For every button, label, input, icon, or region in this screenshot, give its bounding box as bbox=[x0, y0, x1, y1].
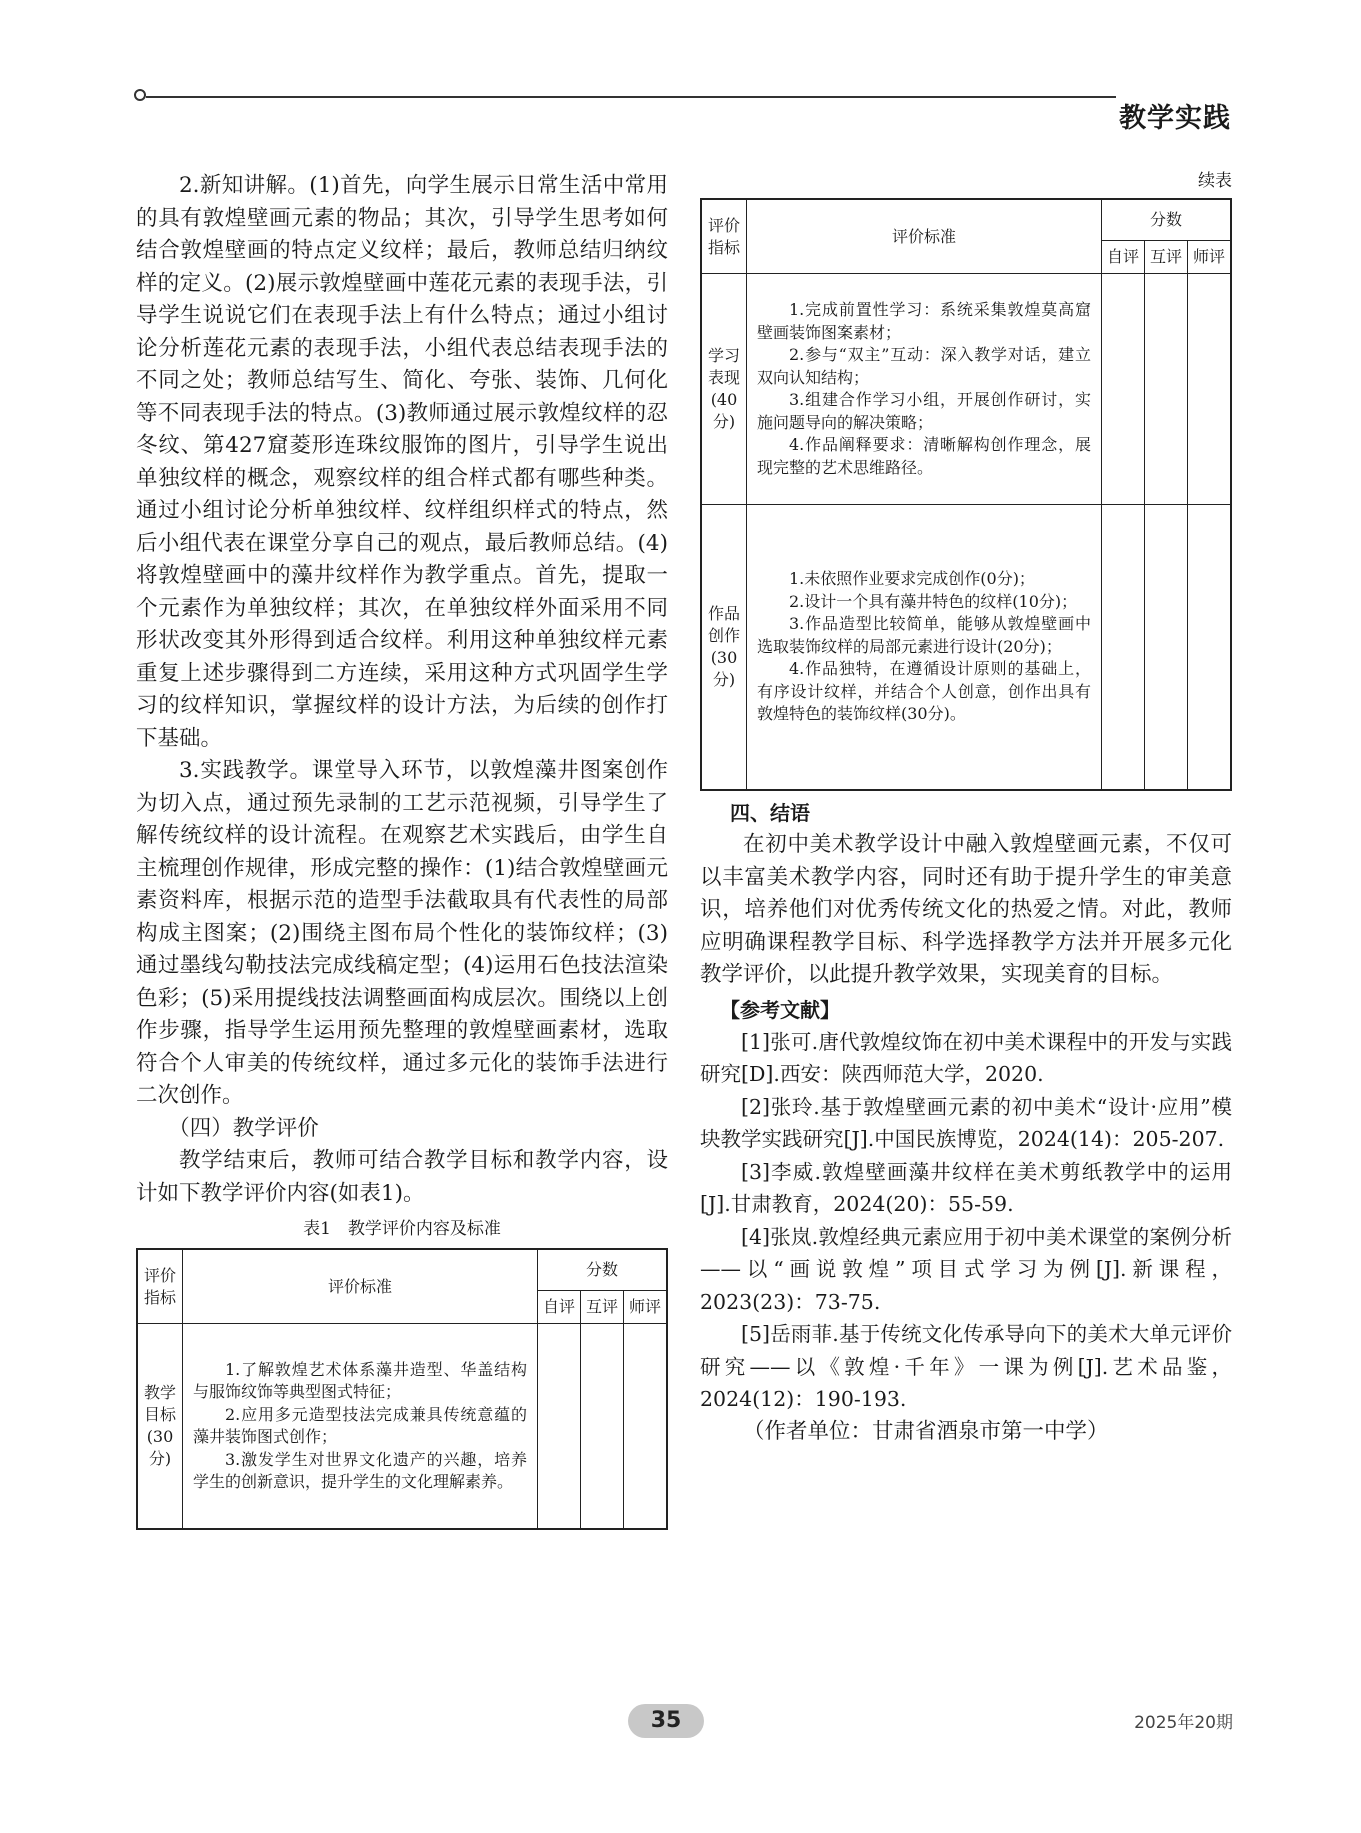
header-indicator: 评价指标 bbox=[137, 1249, 183, 1324]
reference-item: [5]岳雨菲.基于传统文化传承导向下的美术大单元评价研究——以《敦煌·千年》一课为例[J].艺术品鉴，2024(12)：190-193. bbox=[700, 1322, 1232, 1411]
header-standard: 评价标准 bbox=[747, 199, 1102, 274]
criteria-item: 3.作品造型比较简单，能够从敦煌壁画中选取装饰纹样的局部元素进行设计(20分)； bbox=[757, 614, 1091, 656]
score-cell-teacher bbox=[1188, 505, 1232, 791]
author-unit: （作者单位：甘肃省酒泉市第一中学） bbox=[743, 1418, 1109, 1444]
criteria-item: 1.了解敦煌艺术体系藻井造型、华盖结构与服饰纹饰等典型图式特征； bbox=[193, 1359, 527, 1401]
score-cell-peer bbox=[1145, 274, 1188, 505]
header-score: 分数 bbox=[1102, 199, 1232, 241]
reference-item: [1]张可.唐代敦煌纹饰在初中美术课程中的开发与实践研究[D].西安：陕西师范大学，2020. bbox=[700, 1029, 1232, 1086]
header-self: 自评 bbox=[538, 1291, 581, 1324]
table-row-learning-performance bbox=[701, 274, 1231, 505]
conclusion-heading: 四、结语 bbox=[730, 801, 810, 825]
header-rule bbox=[146, 96, 1116, 98]
score-cell-self bbox=[538, 1324, 581, 1530]
page-number: 35 bbox=[628, 1704, 704, 1738]
table-continued-label: 续表 bbox=[1198, 171, 1232, 191]
criteria-item: 2.设计一个具有藻井特色的纹样(10分)； bbox=[789, 591, 1078, 611]
body-paragraph-practice: 3.实践教学。课堂导入环节，以敦煌藻井图案创作为切入点，通过预先录制的工艺示范视频，引导学生了解传统纹样的设计流程。在观察艺术实践后，由学生自主梳理创作规律，形成完整的操作：(1)结合敦煌壁画元素资料库，根据示范的造型手法截取具有代表性的局部构成主图案；(2)围绕主图布局个性化的装饰纹样；(3)通过墨线勾勒技法完成线稿定型；(4)运用石色技法渲染色彩；(5)采用提线技法调整画面构成层次。围绕以上创作步骤，指导学生运用预先整理的敦煌壁画素材，选取符合个人审美的传统纹样，通过多元化的装饰手法进行二次创作。 bbox=[136, 758, 668, 1108]
table-row-teaching-goal bbox=[137, 1324, 667, 1530]
evaluation-table-part2 bbox=[700, 198, 1232, 791]
table-row-work-creation bbox=[701, 505, 1231, 791]
reference-item: [3]李威.敦煌壁画藻井纹样在美术剪纸教学中的运用[J].甘肃教育，2024(20)：55-59. bbox=[700, 1159, 1232, 1216]
header-indicator: 评价指标 bbox=[701, 199, 747, 274]
criteria-item: 2.参与“双主”互动：深入教学对话，建立双向认知结构； bbox=[757, 345, 1091, 387]
criteria-item: 3.组建合作学习小组，开展创作研讨，实施问题导向的解决策略； bbox=[757, 390, 1091, 432]
reference-item: [2]张玲.基于敦煌壁画元素的初中美术“设计·应用”模块教学实践研究[J].中国民族博览，2024(14)：205-207. bbox=[700, 1094, 1232, 1151]
header-teacher: 师评 bbox=[624, 1291, 668, 1324]
criteria-item: 3.激发学生对世界文化遗产的兴趣，培养学生的创新意识，提升学生的文化理解素养。 bbox=[193, 1449, 527, 1491]
criteria-teaching-goal bbox=[183, 1324, 538, 1530]
header-score: 分数 bbox=[538, 1249, 668, 1291]
score-cell-self bbox=[1102, 274, 1145, 505]
indicator-teaching-goal: 教学目标(30分) bbox=[137, 1324, 183, 1530]
score-cell-peer bbox=[1145, 505, 1188, 791]
header-peer: 互评 bbox=[1145, 241, 1188, 274]
reference-item: [4]张岚.敦煌经典元素应用于初中美术课堂的案例分析——以“画说敦煌”项目式学习为例[J].新课程，2023(23)：73-75. bbox=[700, 1224, 1232, 1314]
header-standard: 评价标准 bbox=[183, 1249, 538, 1324]
header-peer: 互评 bbox=[581, 1291, 624, 1324]
section-title: 教学实践 bbox=[1119, 103, 1231, 134]
criteria-item: 4.作品独特，在遵循设计原则的基础上，有序设计纹样，并结合个人创意，创作出具有敦煌特色的装饰纹样(30分)。 bbox=[757, 659, 1091, 724]
score-cell-teacher bbox=[1188, 274, 1232, 505]
header-teacher: 师评 bbox=[1188, 241, 1232, 274]
body-paragraph-new-knowledge: 2.新知讲解。(1)首先，向学生展示日常生活中常用的具有敦煌壁画元素的物品；其次，引导学生思考如何结合敦煌壁画的特点定义纹样；最后，教师总结归纳纹样的定义。(2)展示敦煌壁画中莲花元素的表现手法，引导学生说说它们在表现手法上有什么特点；通过小组讨论分析莲花元素的表现手法，小组代表总结表现手法的不同之处；教师总结写生、简化、夸张、装饰、几何化等不同表现手法的特点。(3)教师通过展示敦煌纹样的忍冬纹、第427窟菱形连珠纹服饰的图片，引导学生说出单独纹样的概念，观察纹样的组合样式都有哪些种类。通过小组讨论分析单独纹样、纹样组织样式的特点，然后小组代表在课堂分享自己的观点，最后教师总结。(4)将敦煌壁画中的藻井纹样作为教学重点。首先，提取一个元素作为单独纹样；其次，在单独纹样外面采用不同形状改变其外形得到适合纹样。利用这种单独纹样元素重复上述步骤得到二方连续，采用这种方式巩固学生学习的纹样知识，掌握纹样的设计方法，为后续的创作打下基础。 bbox=[136, 173, 668, 751]
indicator-learning-performance: 学习表现(40分) bbox=[701, 274, 747, 505]
subheading-evaluation: （四）教学评价 bbox=[168, 1115, 319, 1141]
references-list bbox=[700, 1026, 1232, 1416]
criteria-learning-performance bbox=[747, 274, 1102, 505]
issue-label: 2025年20期 bbox=[1134, 1713, 1233, 1733]
criteria-item: 4.作品阐释要求：清晰解构创作理念，展现完整的艺术思维路径。 bbox=[757, 435, 1091, 477]
conclusion-paragraph: 在初中美术教学设计中融入敦煌壁画元素，不仅可以丰富美术教学内容，同时还有助于提升学生的审美意识，培养他们对优秀传统文化的热爱之情。对此，教师应明确课程教学目标、科学选择教学方法并开展多元化教学评价，以此提升教学效果，实现美育的目标。 bbox=[700, 832, 1232, 987]
criteria-item: 1.未依照作业要求完成创作(0分)； bbox=[789, 569, 1035, 589]
right-column bbox=[700, 170, 1232, 1448]
criteria-item: 2.应用多元造型技法完成兼具传统意蕴的藻井装饰图式创作； bbox=[193, 1404, 527, 1446]
references-heading: 【参考文献】 bbox=[720, 997, 840, 1022]
score-cell-peer bbox=[581, 1324, 624, 1530]
table-caption: 表1 教学评价内容及标准 bbox=[303, 1219, 501, 1239]
body-paragraph-evaluation-intro: 教学结束后，教师可结合教学目标和教学内容，设计如下教学评价内容(如表1)。 bbox=[136, 1148, 668, 1206]
indicator-work-creation: 作品创作(30分) bbox=[701, 505, 747, 791]
evaluation-table-part1 bbox=[136, 1248, 668, 1530]
score-cell-teacher bbox=[624, 1324, 668, 1530]
header-ornament-circle bbox=[134, 89, 146, 101]
criteria-work-creation bbox=[747, 505, 1102, 791]
criteria-item: 1.完成前置性学习：系统采集敦煌莫高窟壁画装饰图案素材； bbox=[757, 300, 1091, 342]
header-self: 自评 bbox=[1102, 241, 1145, 274]
left-column bbox=[136, 170, 668, 1530]
score-cell-self bbox=[1102, 505, 1145, 791]
